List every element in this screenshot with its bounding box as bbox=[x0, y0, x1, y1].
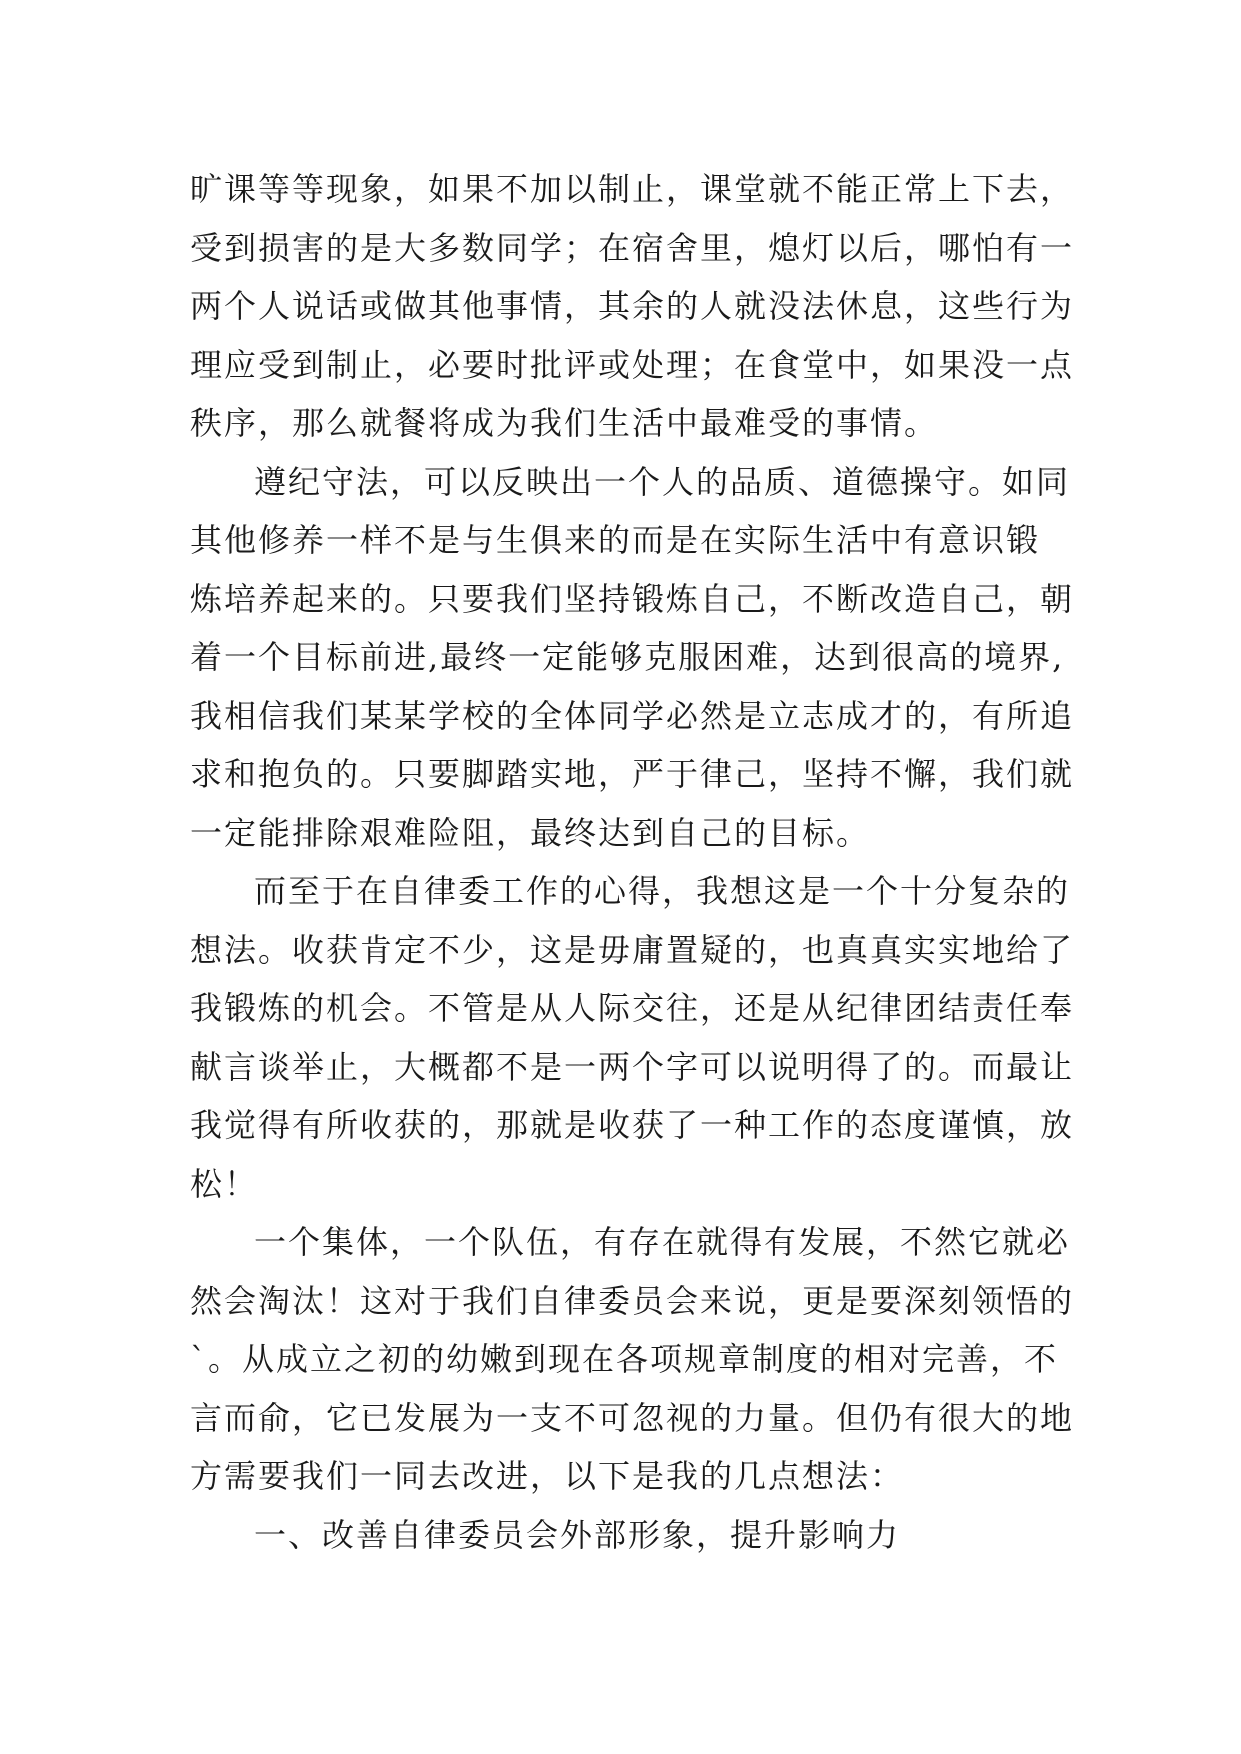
text-line: 献言谈举止，大概都不是一两个字可以说明得了的。而最让 bbox=[190, 1047, 1075, 1086]
paragraph-start-line: 遵纪守法，可以反映出一个人的品质、道德操守。如同 bbox=[254, 462, 1071, 501]
text-line: 我相信我们某某学校的全体同学必然是立志成才的，有所追 bbox=[190, 696, 1075, 735]
text-line: 两个人说话或做其他事情，其余的人就没法休息，这些行为 bbox=[190, 287, 1075, 325]
text-line: 一定能排除艰难险阻，最终达到自己的目标。 bbox=[190, 813, 871, 852]
text-line: 方需要我们一同去改进，以下是我的几点想法： bbox=[190, 1457, 905, 1495]
document-body bbox=[190, 160, 1075, 1564]
text-line: 秩序，那么就餐将成为我们生活中最难受的事情。 bbox=[190, 404, 939, 442]
section-heading-line: 一、改善自律委员会外部形象，提升影响力 bbox=[254, 1515, 901, 1554]
text-line: 炼培养起来的。只要我们坚持锻炼自己，不断改造自己，朝 bbox=[190, 579, 1075, 618]
text-line: 我觉得有所收获的，那就是收获了一种工作的态度谨慎，放 bbox=[190, 1106, 1075, 1144]
text-line: 想法。收获肯定不少，这是毋庸置疑的，也真真实实地给了 bbox=[190, 930, 1075, 969]
text-line: 言而俞，它已发展为一支不可忽视的力量。但仍有很大的地 bbox=[190, 1398, 1075, 1437]
text-line: 求和抱负的。只要脚踏实地，严于律己，坚持不懈，我们就 bbox=[190, 755, 1075, 793]
text-line: 其他修养一样不是与生俱来的而是在实际生活中有意识锻 bbox=[190, 521, 1041, 559]
text-line: 旷课等等现象，如果不加以制止，课堂就不能正常上下去， bbox=[190, 170, 1075, 208]
text-line: 受到损害的是大多数同学；在宿舍里，熄灯以后，哪怕有一 bbox=[190, 228, 1075, 267]
text-line: 然会淘汰！这对于我们自律委员会来说，更是要深刻领悟的 bbox=[190, 1281, 1075, 1320]
text-line: `。从成立之初的幼嫩到现在各项规章制度的相对完善，不 bbox=[190, 1340, 1059, 1378]
paragraph-start-line: 一个集体，一个队伍，有存在就得有发展，不然它就必 bbox=[254, 1223, 1071, 1261]
text-line: 着一个目标前进,最终一定能够克服困难，达到很高的境界, bbox=[190, 638, 1065, 676]
paragraph-start-line: 而至于在自律委工作的心得，我想这是一个十分复杂的 bbox=[254, 872, 1071, 910]
text-line: 理应受到制止，必要时批评或处理；在食堂中，如果没一点 bbox=[190, 345, 1075, 384]
text-line: 松！ bbox=[190, 1164, 259, 1203]
text-line: 我锻炼的机会。不管是从人际交往，还是从纪律团结责任奉 bbox=[190, 989, 1075, 1027]
